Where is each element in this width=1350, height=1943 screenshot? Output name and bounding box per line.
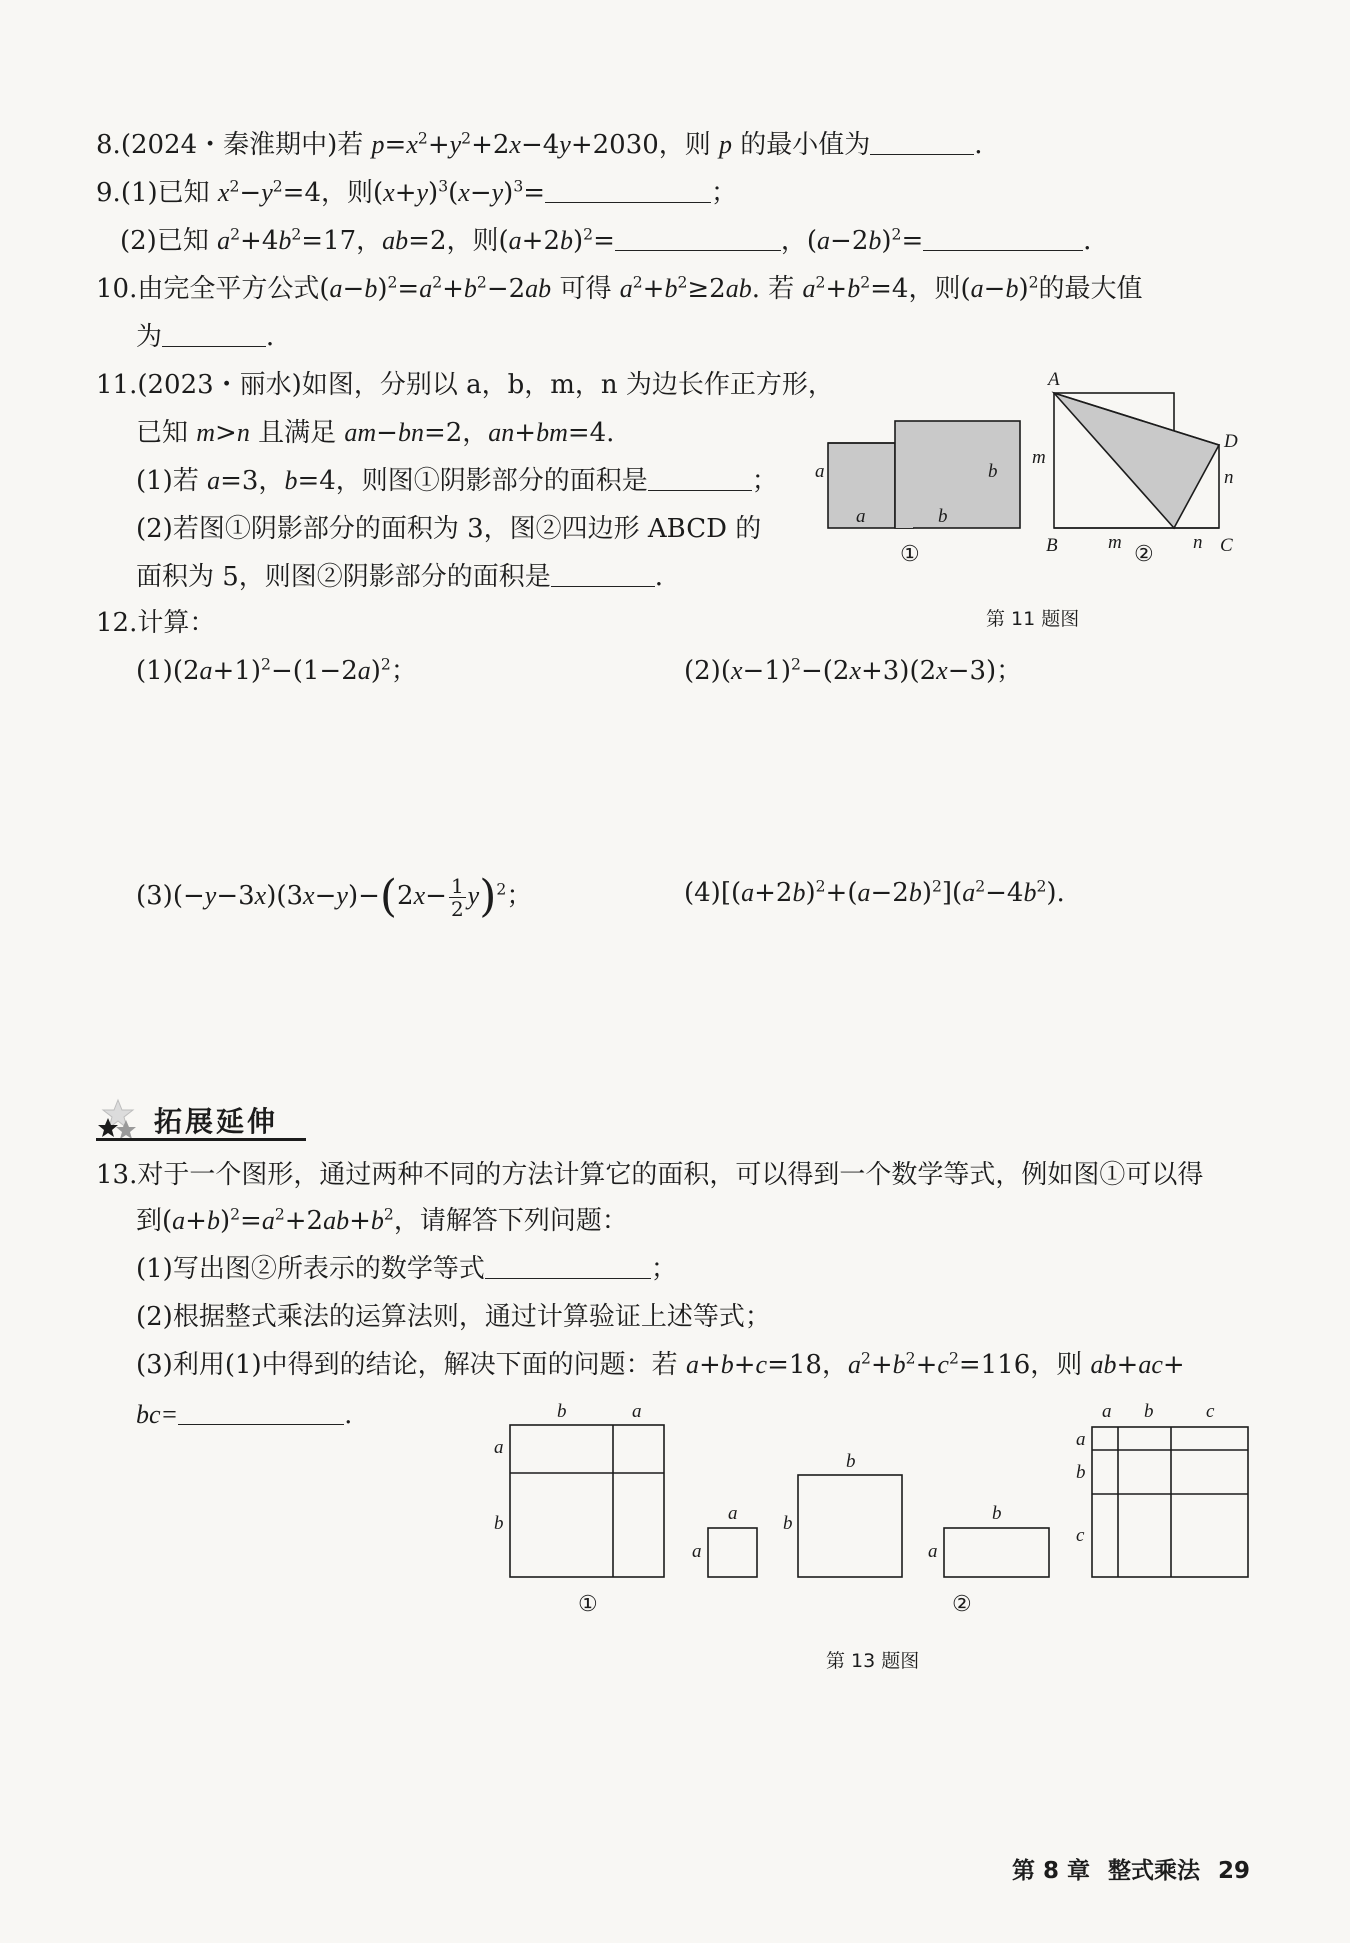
- question-8: 8.(2024・秦淮期中)若 $p=x^2+y^2+2x-4y+2030$，则 p 的最小值为 ．: [96, 129, 1001, 160]
- label-b-rect: b: [992, 1503, 1002, 1524]
- question-source: (2023・丽水): [137, 370, 302, 400]
- question-11-part-2: (2)若图①阴影部分的面积为 3，图②四边形 ABCD 的: [136, 514, 762, 544]
- label-c-top: c: [1206, 1401, 1215, 1422]
- figure-label-1: ①: [578, 1591, 598, 1616]
- label-b-side: b: [783, 1513, 793, 1534]
- label-C: C: [1220, 535, 1233, 556]
- question-13-part-1: (1)写出图②所表示的数学等式 ；: [136, 1254, 677, 1284]
- answer-blank[interactable]: [178, 1398, 344, 1425]
- question-number: 12.: [96, 608, 138, 638]
- label-A: A: [1048, 369, 1060, 390]
- label-m: m: [1032, 447, 1046, 468]
- label-a: a: [815, 461, 825, 482]
- answer-blank[interactable]: [485, 1252, 651, 1279]
- label-a-left: a: [494, 1437, 504, 1458]
- figure-label-2: ②: [952, 1591, 972, 1616]
- question-13-part-2: (2)根据整式乘法的运算法则，通过计算验证上述等式；: [136, 1302, 771, 1332]
- square-b: [895, 421, 1020, 528]
- section-title: 拓展延伸: [154, 1105, 279, 1138]
- question-number: 11.: [96, 370, 138, 400]
- label-a-top: a: [1102, 1401, 1112, 1422]
- figure-13: [480, 1395, 1260, 1635]
- figure-11-diagram-1: [815, 421, 1020, 566]
- star-icon: [96, 1098, 156, 1142]
- label-b-top: b: [557, 1401, 567, 1422]
- label-D: D: [1224, 431, 1238, 452]
- question-number: 13.: [96, 1160, 138, 1190]
- label-n-bottom: n: [1193, 532, 1203, 553]
- question-12-part-2: $(2)(x-1)^2-(2x+3)(2x-3)$；: [684, 655, 1023, 686]
- label-a-bottom: a: [856, 506, 866, 527]
- big-square-a-plus-b: [510, 1425, 664, 1577]
- question-number: 10.: [96, 274, 138, 304]
- page-number: 29: [1217, 1858, 1250, 1884]
- answer-blank[interactable]: [923, 224, 1083, 251]
- answer-blank[interactable]: [545, 176, 711, 203]
- answer-blank[interactable]: [870, 128, 974, 155]
- question-13: 13.对于一个图形，通过两种不同的方法计算它的面积，可以得到一个数学等式，例如图①可以得: [96, 1160, 1204, 1190]
- figure-label-1: ①: [900, 541, 920, 566]
- question-11: 11.(2023・丽水)如图，分别以 a，b，m，n 为边长作正方形，: [96, 370, 834, 400]
- chapter-title: 整式乘法: [1107, 1858, 1200, 1884]
- question-12-part-4: $(4)[(a+2b)^2+(a-2b)^2](a^2-4b^2)$.: [684, 877, 1065, 908]
- figure-13-diagram-2: [692, 1451, 1049, 1616]
- question-source: (2024・秦淮期中): [120, 130, 338, 160]
- label-a-top: a: [632, 1401, 642, 1422]
- question-13-line-2: 到$(a+b)^2=a^2+2ab+b^2$，请解答下列问题：: [136, 1205, 628, 1236]
- figure-label-2: ②: [1134, 541, 1154, 566]
- answer-blank[interactable]: [648, 464, 752, 491]
- equation: p: [371, 130, 385, 159]
- shaded-triangle: [1054, 393, 1219, 528]
- label-a-rect: a: [928, 1541, 938, 1562]
- figure-13-diagram-1: [494, 1401, 664, 1616]
- question-number: 9.: [96, 178, 121, 208]
- question-13-part-3-line-2: bc= .: [136, 1400, 353, 1430]
- label-b-top: b: [1144, 1401, 1154, 1422]
- question-12: 12.计算：: [96, 608, 216, 638]
- question-11-part-1: (1)若 a=3，b=4，则图①阴影部分的面积是 ；: [136, 466, 778, 496]
- question-9-part-1: 9.(1)已知 $x^2-y^2=4$，则$(x+y)^3(x-y)^3=$ ；: [96, 177, 738, 208]
- section-header: [96, 1098, 306, 1142]
- label-b-left: b: [494, 1513, 504, 1534]
- chapter-label: 第 8 章: [1011, 1858, 1090, 1884]
- tile-a-square: [708, 1528, 757, 1577]
- label-b: b: [988, 461, 998, 482]
- tile-b-square: [798, 1475, 902, 1577]
- figure-13-diagram-3: [1076, 1401, 1248, 1577]
- question-12-part-1: $(1)(2a+1)^2-(1-2a)^2$；: [136, 655, 417, 686]
- label-a: a: [728, 1503, 738, 1524]
- label-b-left: b: [1076, 1462, 1086, 1483]
- answer-blank[interactable]: [615, 224, 781, 251]
- section-underline: [96, 1138, 306, 1141]
- question-13-part-3: (3)利用(1)中得到的结论，解决下面的问题：若 a+b+c=18，$a^2+b^2+c^2=116$，则 ab+ac+: [136, 1349, 1185, 1380]
- question-9-part-2: (2)已知 $a^2+4b^2=17$，ab=2，则$(a+2b)^2=$ ，$(a-2b)^2=$ ．: [120, 225, 1110, 256]
- question-10: 10.由完全平方公式$(a-b)^2=a^2+b^2-2ab$ 可得 $a^2+b^2\ge 2ab$. 若 $a^2+b^2=4$，则$(a-b)^2$的最大值: [96, 273, 1143, 304]
- label-B: B: [1046, 535, 1058, 556]
- question-10-line-2: 为 ．: [136, 322, 293, 352]
- label-a-left: a: [1076, 1429, 1086, 1450]
- fraction-one-half: $\frac{1}{2}$: [450, 873, 464, 921]
- label-b-bottom: b: [938, 506, 948, 527]
- label-m-bottom: m: [1108, 532, 1122, 553]
- figure-11: [810, 365, 1270, 585]
- figure-11-diagram-2: [1032, 369, 1238, 566]
- question-11-line-2: 已知 m>n 且满足 am−bn=2，an+bm=4.: [136, 418, 615, 448]
- question-11-part-2-line-2: 面积为 5，则图②阴影部分的面积是 ．: [136, 562, 681, 592]
- figure-13-caption: 第 13 题图: [826, 1650, 920, 1672]
- question-12-part-3: (3)(−y−3x)(3x−y)−(2x− $\frac{1}{2}$ y)$^2$；: [136, 871, 533, 922]
- label-c-left: c: [1076, 1525, 1085, 1546]
- tile-ab-rectangle: [944, 1528, 1049, 1577]
- answer-blank[interactable]: [551, 560, 655, 587]
- label-n: n: [1224, 467, 1234, 488]
- label-a-side: a: [692, 1541, 702, 1562]
- answer-blank[interactable]: [162, 320, 266, 347]
- page-footer: [994, 1852, 1250, 1885]
- question-number: 8.: [96, 130, 121, 160]
- label-b: b: [846, 1451, 856, 1472]
- figure-11-caption: 第 11 题图: [986, 608, 1080, 630]
